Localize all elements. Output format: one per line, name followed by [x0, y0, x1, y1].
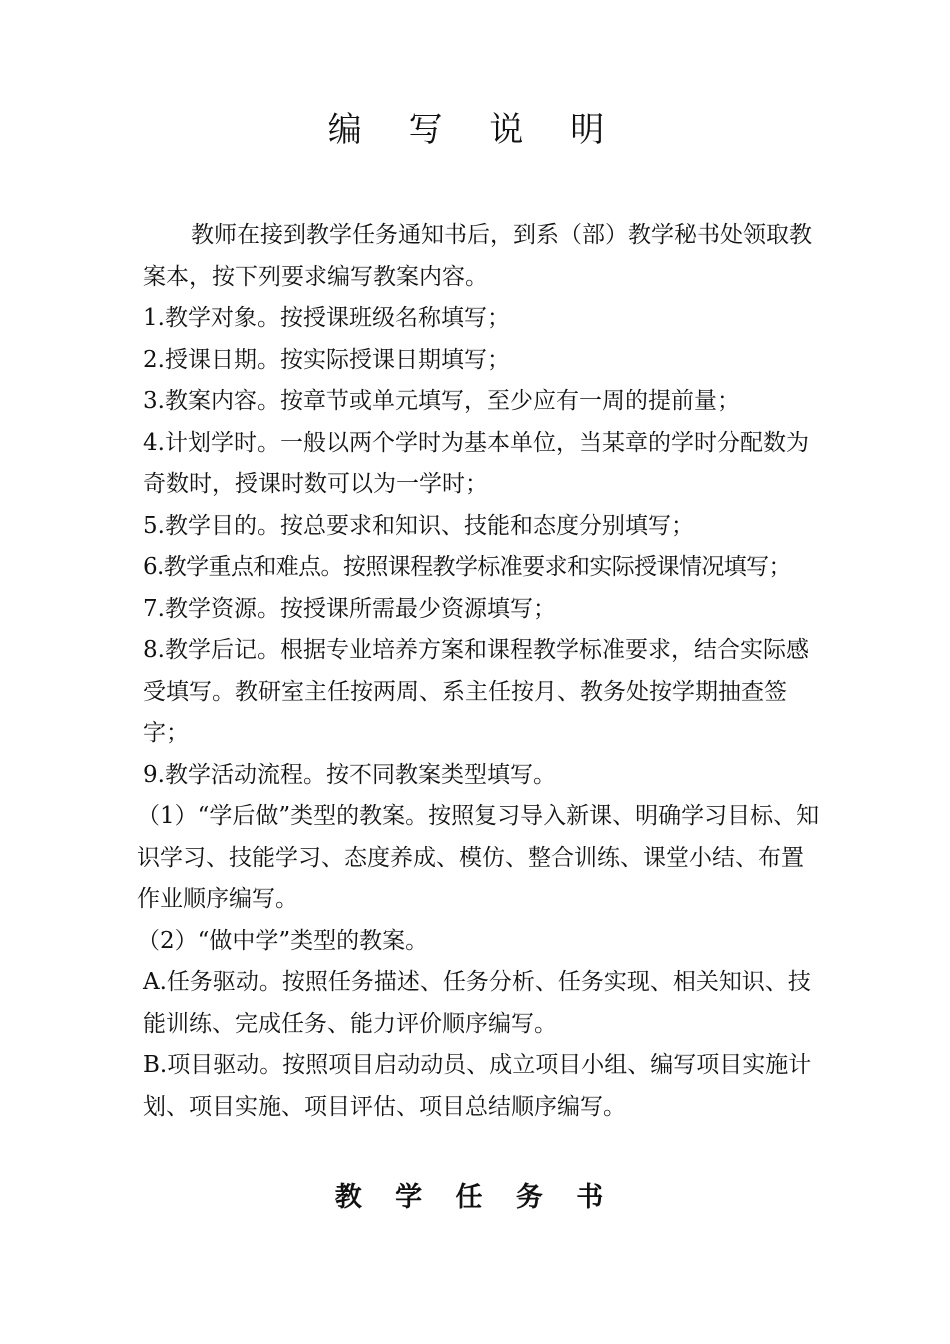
- instruction-item-8: 8.教学后记。根据专业培养方案和课程教学标准要求，结合实际感受填写。教研室主任按两周、系主任按月、教务处按学期抽查签字；: [143, 637, 809, 746]
- section-title: 教 学 任 务 书: [334, 1182, 616, 1213]
- intro-paragraph: 教师在接到教学任务通知书后，到系（部）教学秘书处领取教案本，按下列要求编写教案内容。: [143, 222, 812, 290]
- lesson-type-2: （2）“做中学”类型的教案。: [137, 927, 429, 954]
- instruction-item-4: 4.计划学时。一般以两个学时为基本单位，当某章的学时分配数为奇数时，授课时数可以为一学时；: [143, 429, 809, 497]
- instructions-body: [137, 215, 823, 1128]
- lesson-type-1: （1）“学后做”类型的教案。按照复习导入新课、明确学习目标、知识学习、技能学习、态度养成、模仿、整合训练、课堂小结、布置作业顺序编写。: [137, 803, 820, 912]
- instruction-item-7: 7.教学资源。按授课所需最少资源填写；: [143, 595, 556, 622]
- instruction-item-3: 3.教案内容。按章节或单元填写，至少应有一周的提前量；: [143, 388, 740, 414]
- task-driven-item: A.任务驱动。按照任务描述、任务分析、任务实现、相关知识、技能训练、完成任务、能力评价顺序编写。: [143, 969, 811, 1037]
- instruction-item-5: 5.教学目的。按总要求和知识、技能和态度分别填写；: [143, 512, 694, 539]
- instruction-item-9: 9.教学活动流程。按不同教案类型填写。: [143, 761, 556, 788]
- instruction-item-1: 1.教学对象。按授课班级名称填写；: [143, 305, 510, 331]
- project-driven-item: B.项目驱动。按照项目启动动员、成立项目小组、编写项目实施计划、项目实施、项目评估、项目总结顺序编写。: [143, 1052, 812, 1120]
- page-title: 编 写 说 明: [327, 110, 623, 150]
- instruction-item-2: 2.授课日期。按实际授课日期填写；: [143, 346, 510, 373]
- instruction-item-6: 6.教学重点和难点。按照课程教学标准要求和实际授课情况填写；: [143, 554, 791, 580]
